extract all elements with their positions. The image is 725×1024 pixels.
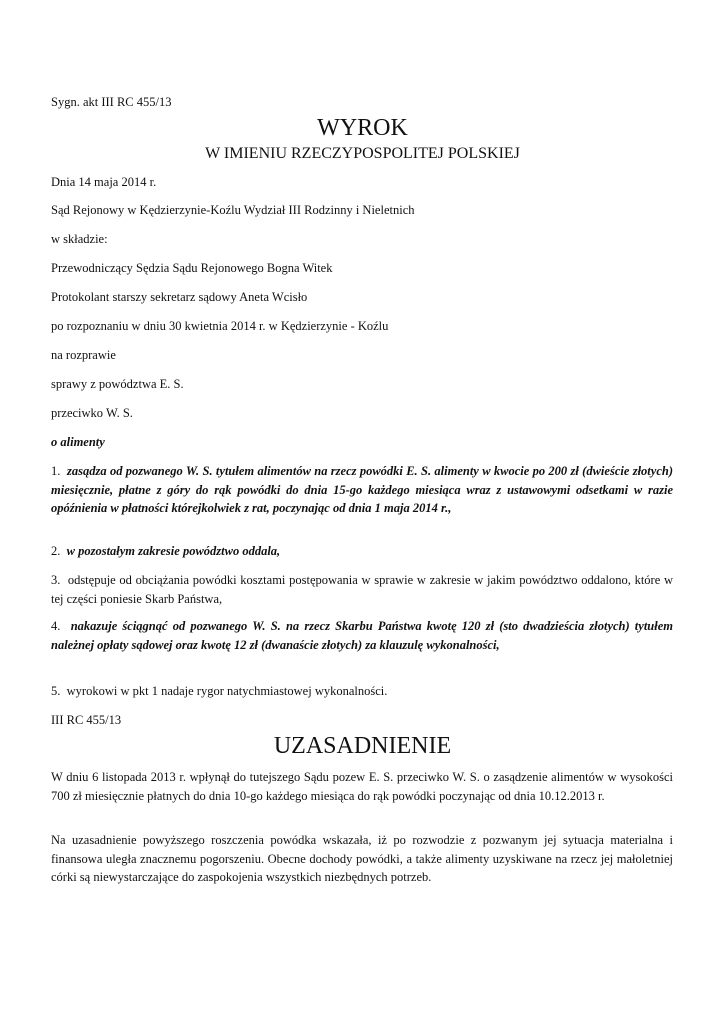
ruling-point-number: 5. — [51, 684, 61, 698]
court-clerk: Protokolant starszy sekretarz sądowy Aneta Wcisło — [51, 290, 308, 304]
ruling-point-text: nakazuje ściągnąć od pozwanego W. S. na rzecz Skarbu Państwa kwotę 120 zł (sto dwadzieścia złotych) tytułem należnej opłaty sądowej oraz kwotę 12 zł (dwanaście złotych) za klauzulę wykonalności, — [51, 619, 673, 652]
case-signature-bottom: III RC 455/13 — [51, 713, 122, 727]
ruling-point-3 — [51, 571, 673, 608]
case-defendant: przeciwko W. S. — [51, 406, 133, 420]
ruling-point-text: wyrokowi w pkt 1 nadaje rygor natychmiastowej wykonalności. — [66, 684, 388, 698]
justification-paragraph-2: Na uzasadnienie powyższego roszczenia powódka wskazała, iż po rozwodzie z pozwanym jej sytuacja materialna i finansowa uległa znacznemu pogorszeniu. Obecne dochody powódki, a także alimenty uzyskiwane na rzecz jej małoletniej córki są niewystarczające do zaspokojenia wszystkich niezbędnych potrzeb. — [51, 833, 673, 884]
session-type: na rozprawie — [51, 348, 116, 362]
justification-title: UZASADNIENIE — [273, 733, 452, 759]
justification-paragraph-1: W dniu 6 listopada 2013 r. wpłynął do tutejszego Sądu pozew E. S. przeciwko W. S. o zasądzenie alimentów w wysokości 700 zł miesięcznie płatnych do dnia 10-go każdego miesiąca do rąk powódki poczynając od dnia 10.12.2013 r. — [51, 770, 673, 803]
ruling-point-number: 1. — [51, 464, 61, 478]
court-name: Sąd Rejonowy w Kędzierzynie-Koźlu Wydział III Rodzinny i Nieletnich — [51, 203, 415, 217]
ruling-point-5 — [51, 682, 673, 701]
ruling-point-text: zasądza od pozwanego W. S. tytułem alimentów na rzecz powódki E. S. alimenty w kwocie po 200 zł (dwieście złotych) miesięcznie, płatne z góry do rąk powódki do dnia 15-go każdego miesiąca wraz z ustawowymi odsetkami w razie opóźnienia w płatności którejkolwiek z rat, poczynając od dnia 1 maja 2014 r., — [51, 464, 673, 515]
hearing-info: po rozpoznaniu w dniu 30 kwietnia 2014 r. w Kędzierzynie - Koźlu — [51, 319, 389, 333]
document-subtitle: W IMIENIU RZECZYPOSPOLITEJ POLSKIEJ — [205, 145, 520, 162]
judgment-date: Dnia 14 maja 2014 r. — [51, 175, 157, 189]
ruling-point-2 — [51, 542, 673, 561]
document-title: WYROK — [317, 115, 408, 141]
ruling-point-number: 3. — [51, 573, 61, 587]
presiding-judge: Przewodniczący Sędzia Sądu Rejonowego Bogna Witek — [51, 261, 333, 275]
case-plaintiff: sprawy z powództwa E. S. — [51, 377, 184, 391]
case-signature-top: Sygn. akt III RC 455/13 — [51, 95, 172, 109]
ruling-point-number: 4. — [51, 619, 61, 633]
ruling-point-text: w pozostałym zakresie powództwo oddala, — [66, 544, 281, 558]
case-subject: o alimenty — [51, 435, 105, 449]
ruling-point-4 — [51, 617, 673, 654]
composition-label: w składzie: — [51, 232, 108, 246]
ruling-point-1 — [51, 462, 673, 518]
ruling-point-text: odstępuje od obciążania powódki kosztami postępowania w sprawie w zakresie w jakim powództwo oddalono, które w tej części poniesie Skarb Państwa, — [51, 573, 674, 606]
ruling-point-number: 2. — [51, 544, 61, 558]
